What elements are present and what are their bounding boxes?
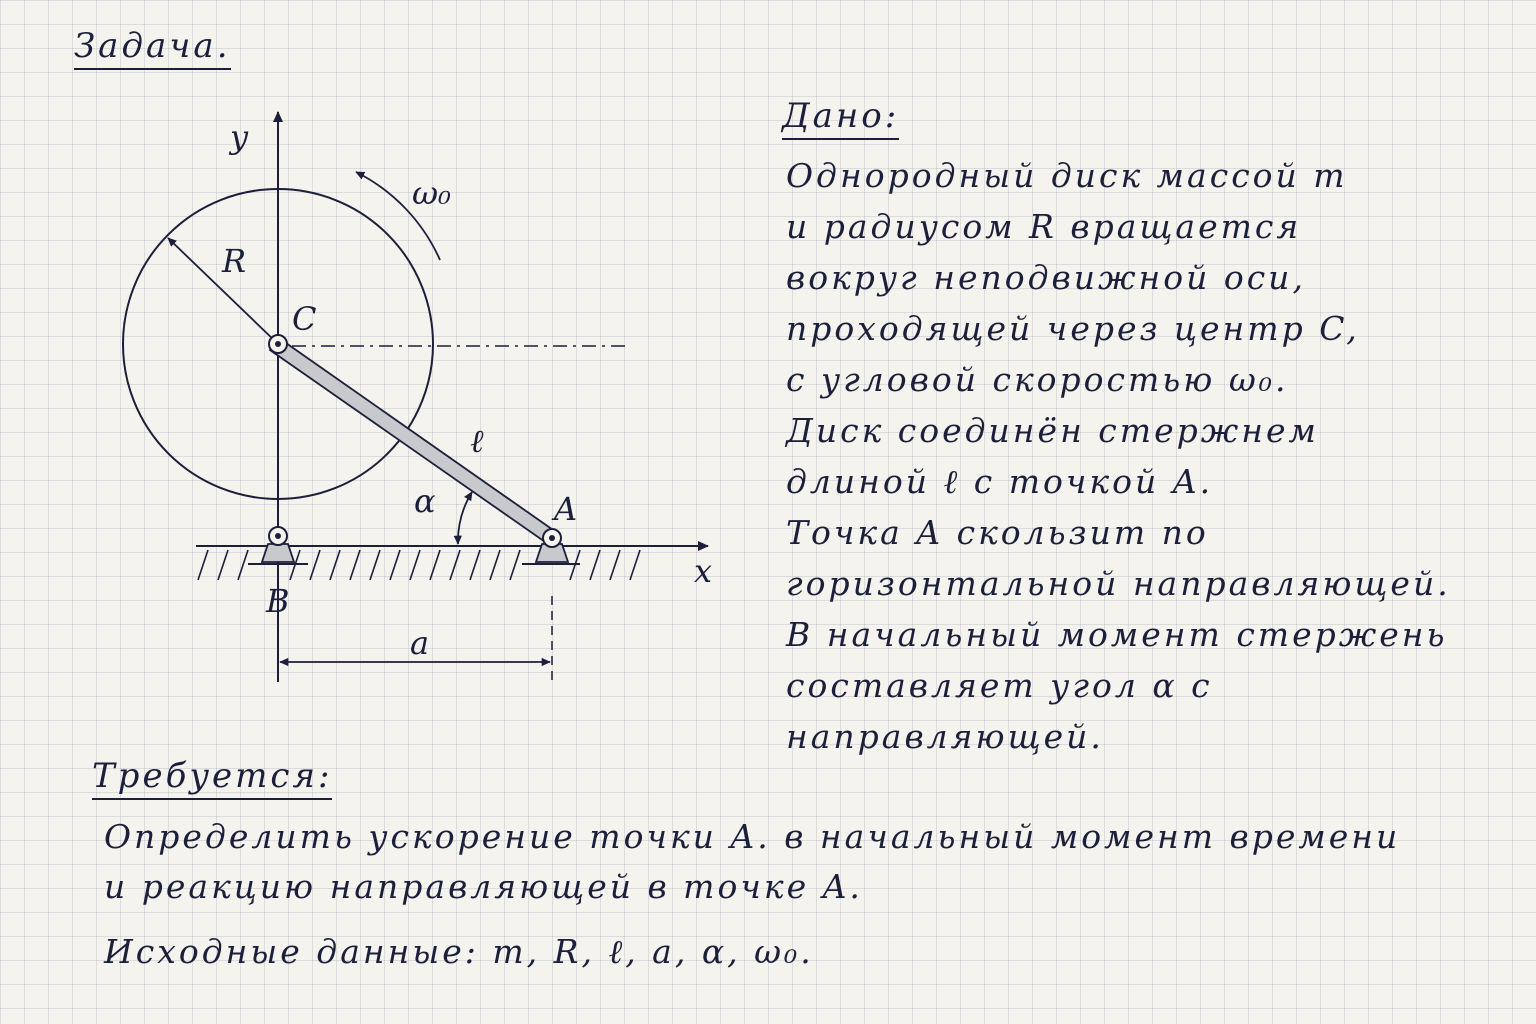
center-hinge-dot — [275, 341, 281, 347]
distance-label: a — [410, 624, 430, 662]
rod-label: ℓ — [470, 422, 484, 460]
point-a-label: A — [554, 490, 578, 528]
given-line: длиной ℓ с точкой A. — [786, 462, 1214, 501]
given-line: и радиусом R вращается — [786, 207, 1302, 246]
given-line: В начальный момент стержень — [786, 615, 1448, 654]
given-line: Однородный диск массой m — [786, 156, 1348, 195]
given-text — [786, 150, 1451, 762]
initial-data: Исходные данные: m, R, ℓ, a, α, ω₀. — [104, 932, 814, 971]
x-axis-label: x — [694, 552, 713, 590]
given-line: с угловой скоростью ω₀. — [786, 360, 1289, 399]
rod — [270, 336, 556, 544]
given-line: горизонтальной направляющей. — [786, 564, 1451, 603]
angle-arrow — [458, 492, 472, 544]
y-axis-label: y — [230, 118, 249, 156]
point-b-label: B — [266, 582, 290, 620]
required-line: и реакцию направляющей в точке A. — [104, 867, 863, 906]
required-line: Определить ускорение точки A. в начальный момент времени — [104, 817, 1401, 856]
given-line: Диск соединён стержнем — [786, 411, 1319, 450]
center-label: C — [292, 300, 317, 338]
given-line: вокруг неподвижной оси, — [786, 258, 1306, 297]
given-line: проходящей через центр C, — [786, 309, 1360, 348]
given-line: направляющей. — [786, 717, 1104, 756]
radius-label: R — [222, 242, 247, 280]
required-text — [104, 812, 1400, 912]
required-heading: Требуется: — [92, 756, 332, 800]
mechanism-diagram — [0, 0, 760, 720]
omega-label: ω₀ — [412, 174, 451, 212]
page-title: Задача. — [74, 26, 231, 70]
given-line: составляет угол α с — [786, 666, 1213, 705]
given-heading: Дано: — [782, 96, 899, 140]
given-line: Точка A скользит по — [786, 513, 1209, 552]
angle-label: α — [414, 482, 436, 520]
